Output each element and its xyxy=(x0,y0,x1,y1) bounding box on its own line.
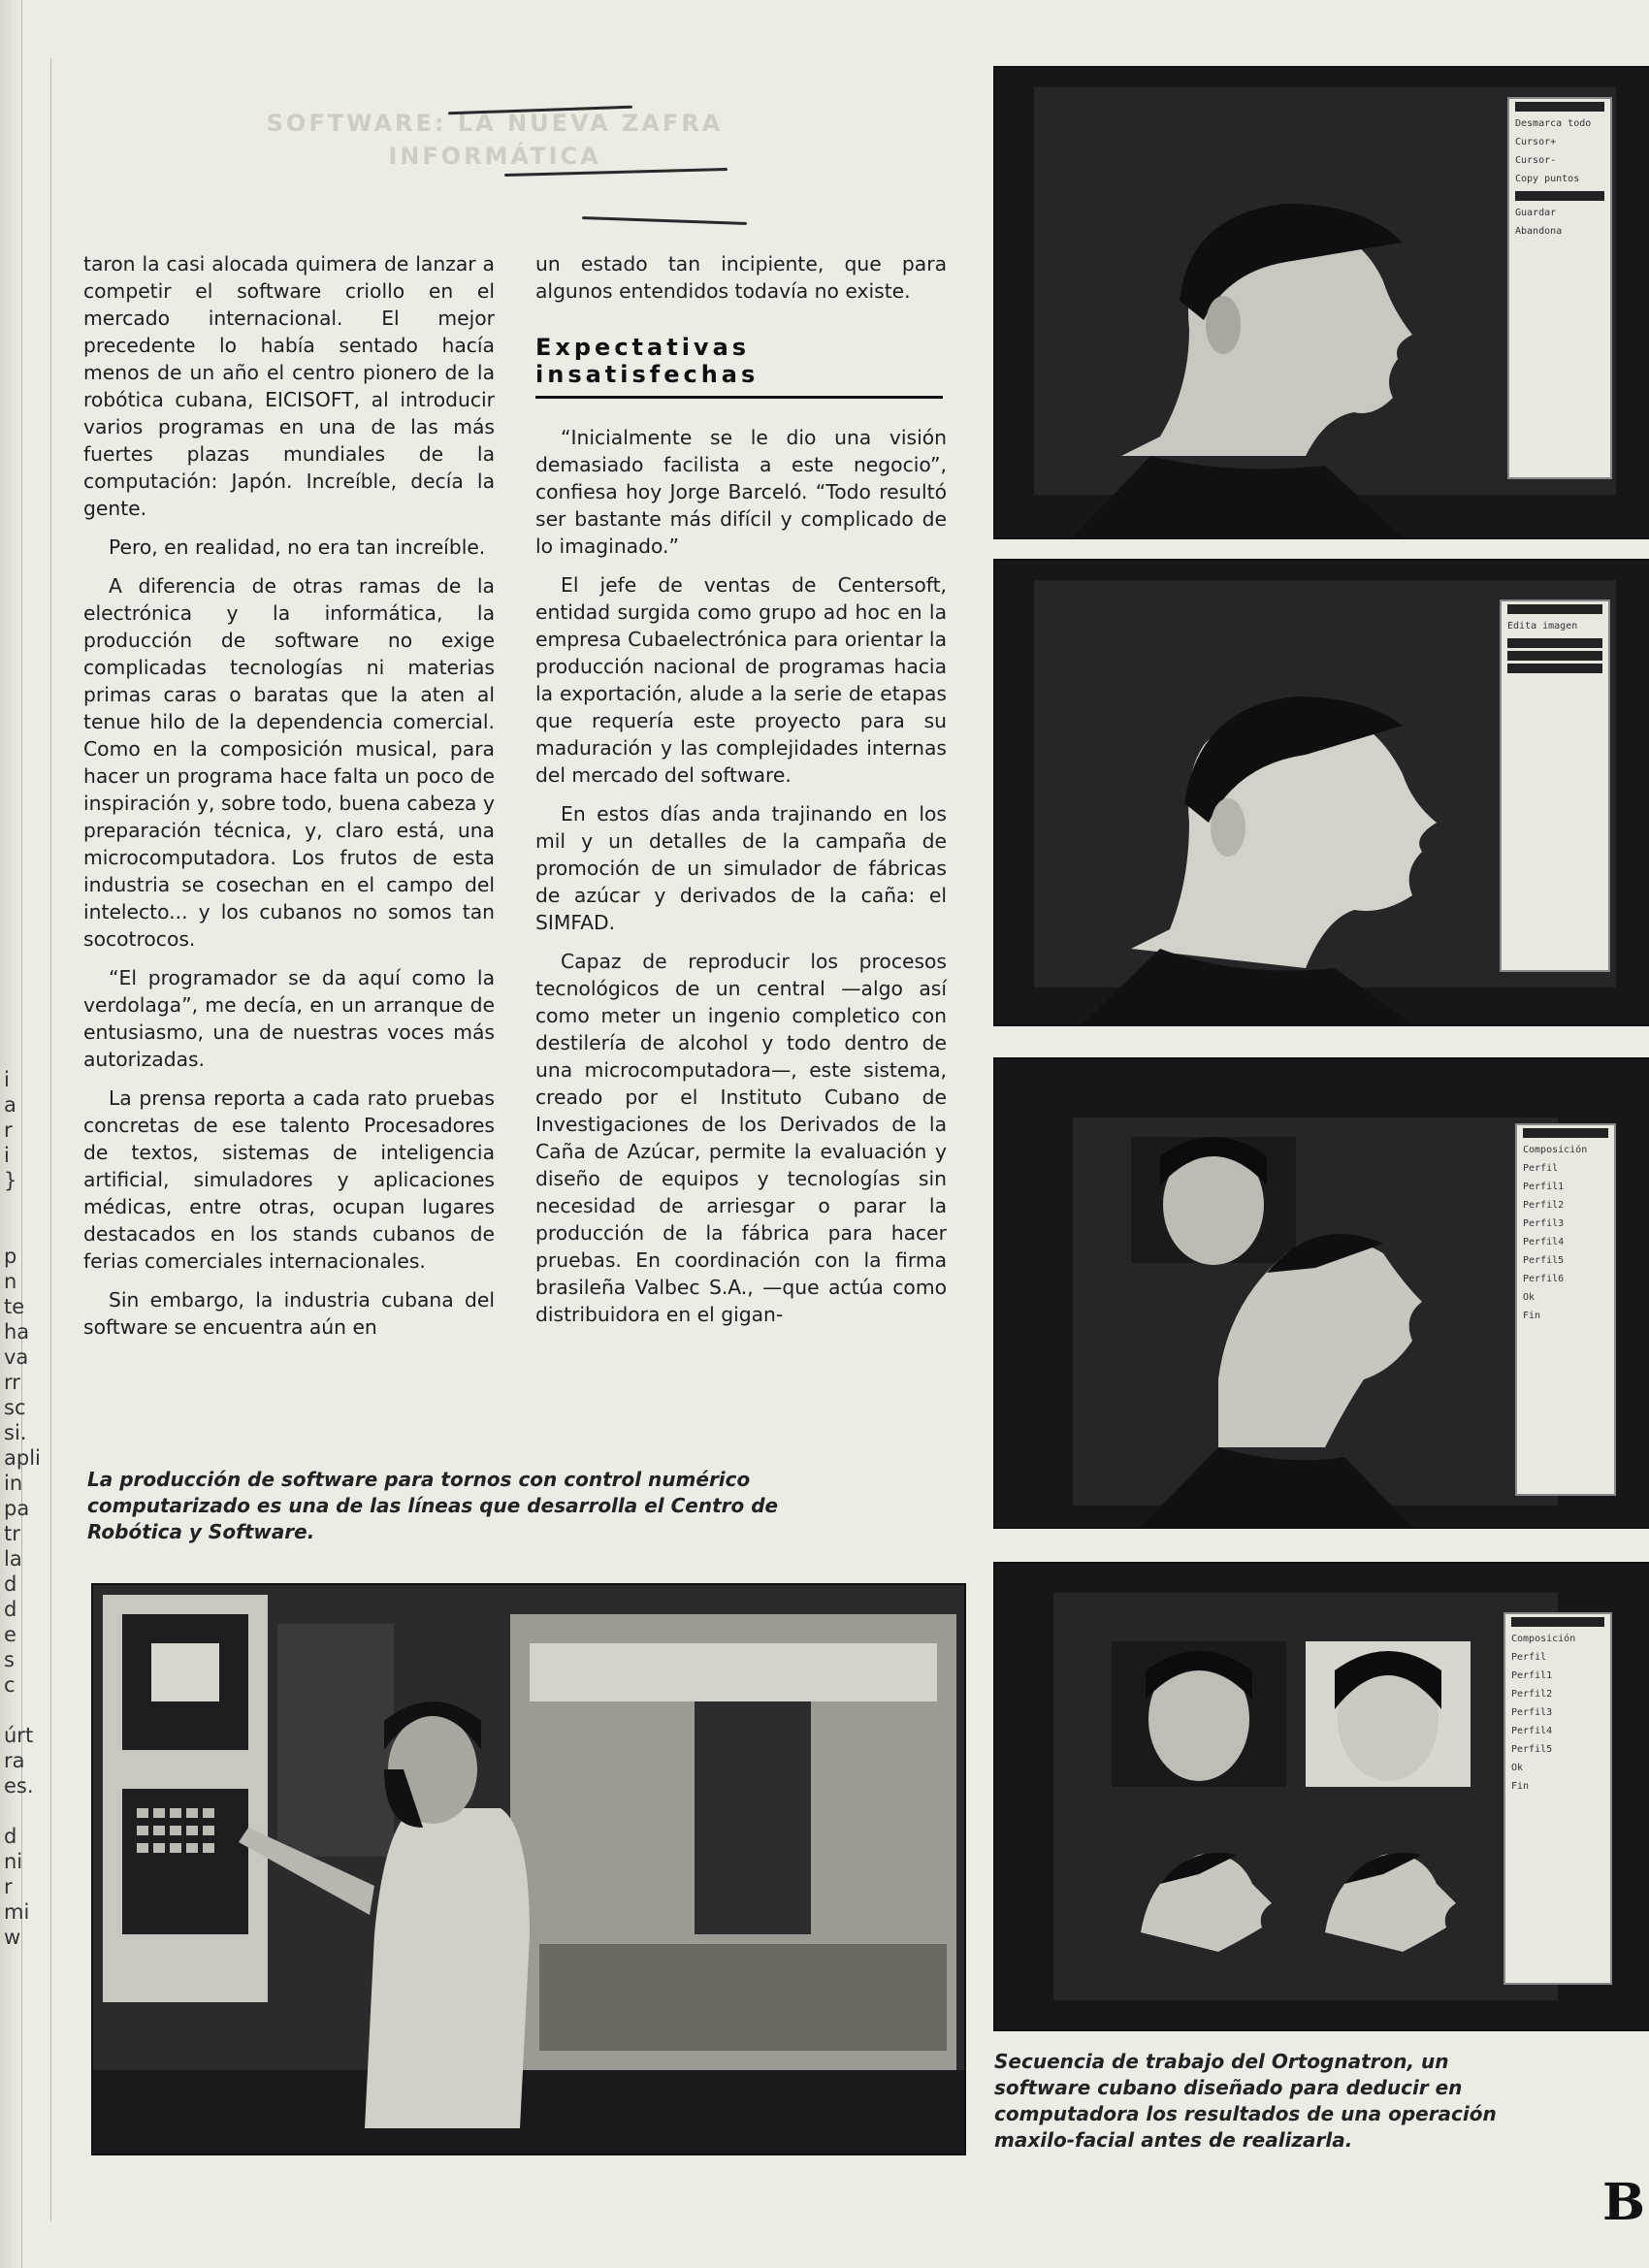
margin-fragment: ha xyxy=(4,1320,30,1344)
menu-item: Perfil3 xyxy=(1511,1707,1553,1718)
menu-item: Perfil6 xyxy=(1523,1274,1565,1284)
margin-fragment: i xyxy=(4,1144,10,1167)
margin-fragment: pa xyxy=(4,1497,30,1520)
photo-screen-4 xyxy=(993,1562,1649,2031)
paragraph: Sin embargo, la industria cubana del software se encuentra aún en xyxy=(83,1288,495,1339)
menu-item: Perfil5 xyxy=(1523,1255,1565,1266)
menu-item: Cursor+ xyxy=(1515,137,1557,147)
adjacent-page-fragments xyxy=(4,1067,47,1950)
margin-fragment: úrt xyxy=(4,1724,34,1747)
paragraph: Capaz de reproducir los procesos tecnológicos de un central —algo así como meter un ingenio completico con destilería de alcohol y todo dentro de una microcomputadora—, este sistema, creado por el Instituto Cubano de Investigaciones de los Derivados de la Caña de Azúcar, permite la evaluación y diseño de equipos y tecnologías sin necesidad de arriesgar o parar la producción de la fábrica para hacer pruebas. En coordinación con la firma brasileña Valbec S.A., —que actúa como distribuidora en el gigan- xyxy=(535,950,947,1326)
margin-fragment xyxy=(4,1698,47,1723)
paragraph: un estado tan incipiente, que para algunos entendidos todavía no existe. xyxy=(535,252,947,303)
menu-item: Perfil3 xyxy=(1523,1218,1565,1229)
menu-item: Composición xyxy=(1523,1145,1588,1155)
margin-fragment: es. xyxy=(4,1774,34,1798)
lathe-scene-image xyxy=(93,1585,964,2154)
paragraph: La prensa reporta a cada rato pruebas concretas de ese talento Procesadores de textos, sistemas de inteligencia artificial, simuladores y aplicaciones médicas, entre otras, ocupan lugares destacados en los stands cubanos de ferias comerciales internacionales. xyxy=(83,1086,495,1273)
subheading: Expectativas insatisfechas xyxy=(535,334,760,388)
margin-fragment: n xyxy=(4,1270,17,1293)
menu-item: Perfil2 xyxy=(1511,1689,1553,1700)
margin-fragment xyxy=(4,1218,47,1244)
menu-item: Copy puntos xyxy=(1515,174,1580,184)
menu-item: Perfil1 xyxy=(1523,1182,1565,1192)
menu-highlight-bar xyxy=(1507,638,1602,648)
paragraph: Pero, en realidad, no era tan increíble. xyxy=(109,535,486,559)
menu-item: Perfil4 xyxy=(1523,1237,1565,1247)
margin-fragment: r xyxy=(4,1118,13,1142)
margin-fragment: i xyxy=(4,1068,10,1091)
margin-fragment: ra xyxy=(4,1749,25,1772)
margin-fragment xyxy=(4,1798,47,1824)
paragraph: “Inicialmente se le dio una visión demasiado facilista a este negocio”, confiesa hoy Jorge Barceló. “Todo resultó ser bastante más difícil y complicado de lo imaginado.” xyxy=(535,426,947,558)
article-column-1 xyxy=(83,250,495,1352)
software-menu-panel xyxy=(1500,599,1610,972)
pen-mark xyxy=(582,216,747,225)
photo-screen-1 xyxy=(993,66,1649,539)
menu-item: Perfil2 xyxy=(1523,1200,1565,1211)
photo-caption: Secuencia de trabajo del Ortognatron, un software cubano diseñado para deducir en computadora los resultados de una operación maxilo-facial antes de realizarla. xyxy=(994,2050,1497,2152)
menu-highlight-bar xyxy=(1507,664,1602,673)
menu-item: Fin xyxy=(1511,1781,1530,1792)
margin-fragment: w xyxy=(4,1926,21,1949)
paragraph: El jefe de ventas de Centersoft, entidad surgida como grupo ad hoc en la empresa Cubaelectrónica para orientar la producción nacional de programas hacia la exportación, alude a la serie de etapas que requería este proyecto para su maduración y las complejidades internas del mercado del software. xyxy=(535,573,947,787)
menu-item: Perfil4 xyxy=(1511,1726,1553,1736)
margin-fragment: d xyxy=(4,1572,17,1596)
margin-fragment: in xyxy=(4,1472,23,1495)
software-menu-panel xyxy=(1504,1612,1612,1985)
margin-fragment: apli xyxy=(4,1446,41,1470)
software-menu-panel xyxy=(1507,97,1612,479)
margin-fragment: } xyxy=(4,1169,17,1192)
menu-item: Desmarca todo xyxy=(1515,118,1592,129)
margin-fragment: c xyxy=(4,1673,16,1697)
menu-item: Perfil xyxy=(1523,1163,1559,1174)
margin-fragment: mi xyxy=(4,1900,30,1924)
margin-fragment: r xyxy=(4,1875,13,1898)
margin-fragment: s xyxy=(4,1648,15,1671)
subheading-rule xyxy=(535,396,943,399)
margin-fragment: ni xyxy=(4,1850,23,1873)
menu-item: Ok xyxy=(1523,1292,1536,1303)
menu-item: Abandona xyxy=(1515,226,1563,237)
margin-fragment: si. xyxy=(4,1421,27,1444)
menu-item: Guardar xyxy=(1515,208,1557,218)
margin-fragment: sc xyxy=(4,1396,26,1419)
article-column-2 xyxy=(535,250,947,1340)
menu-item: Edita imagen xyxy=(1507,621,1578,632)
photo-caption: La producción de software para tornos con control numérico computarizado es una de las líneas que desarrolla el Centro de Robótica y Software. xyxy=(87,1468,779,1543)
photo-screen-2 xyxy=(993,559,1649,1026)
page-letter: B xyxy=(1602,2173,1645,2232)
margin-fragment: e xyxy=(4,1623,16,1646)
menu-item: Perfil5 xyxy=(1511,1744,1553,1755)
margin-fragment: la xyxy=(4,1547,22,1571)
menu-item: Ok xyxy=(1511,1763,1524,1773)
margin-fragment: p xyxy=(4,1245,17,1268)
photo-screen-3 xyxy=(993,1057,1649,1529)
menu-item: Perfil1 xyxy=(1511,1670,1553,1681)
paragraph: En estos días anda trajinando en los mil y un detalles de la campaña de promoción de un simulador de fábricas de azúcar y derivados de la caña: el SIMFAD. xyxy=(535,802,947,934)
paragraph: A diferencia de otras ramas de la electrónica y la informática, la producción de software no exige complicadas tecnologías ni materias primas caras o baratas que la aten al tenue hilo de la dependencia comercial. Como en la composición musical, para hacer un programa hace falta un poco de inspiración y, sobre todo, buena cabeza y preparación técnica, y, claro está, una microcomputadora. Los frutos de esta industria se cosechan en el campo del intelecto... y los cubanos no somos tan socotrocos. xyxy=(83,574,495,951)
menu-item: Composición xyxy=(1511,1634,1576,1644)
paragraph: taron la casi alocada quimera de lanzar a competir el software criollo en el mercado internacional. El mejor precedente lo había sentado hacía menos de un año el centro pionero de la robótica cubana, EICISOFT, al introducir varios programas en una de las más fuertes plazas mundiales de la computación: Japón. Increíble, decía la gente. xyxy=(83,252,495,520)
menu-item: Cursor- xyxy=(1515,155,1557,166)
margin-fragment xyxy=(4,1193,47,1218)
faint-bleedthrough-heading: SOFTWARE: LA NUEVA ZAFRA INFORMÁTICA xyxy=(266,110,724,170)
paragraph: “El programador se da aquí como la verdolaga”, me decía, en un arranque de entusiasmo, una de nuestras voces más autorizadas. xyxy=(83,966,495,1071)
menu-item: Perfil xyxy=(1511,1652,1547,1663)
margin-fragment: a xyxy=(4,1093,16,1117)
margin-fragment: va xyxy=(4,1345,29,1369)
margin-fragment: te xyxy=(4,1295,25,1318)
margin-fragment: d xyxy=(4,1598,17,1621)
software-menu-panel xyxy=(1515,1123,1616,1496)
photo-cnc-lathe-operator xyxy=(91,1583,966,2155)
margin-fragment: d xyxy=(4,1825,17,1848)
menu-item: Fin xyxy=(1523,1311,1541,1321)
menu-highlight-bar xyxy=(1507,651,1602,661)
margin-fragment: rr xyxy=(4,1371,20,1394)
fold-line xyxy=(50,58,51,2221)
menu-highlight-bar xyxy=(1515,191,1604,201)
margin-fragment: tr xyxy=(4,1522,20,1545)
